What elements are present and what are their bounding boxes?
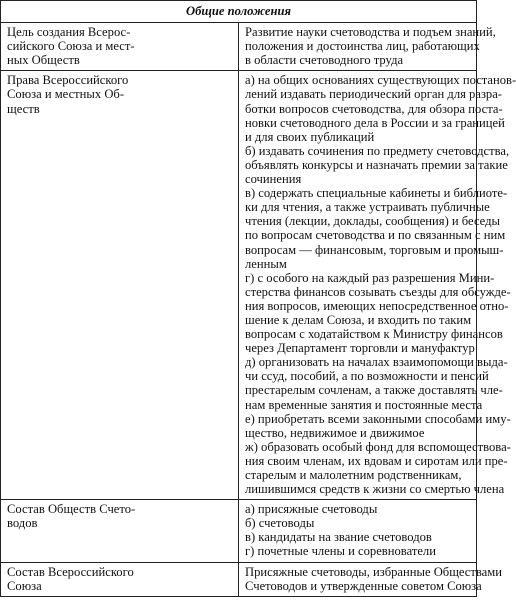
row-content-line: чи ссуд, пособий, а по возможности и пенсий	[245, 369, 489, 384]
row-label-line: водов	[7, 516, 38, 531]
row-content-line: а) присяжные счетоводы	[245, 502, 378, 517]
row-content-line: а) на общих основаниях существующих постанов-	[245, 73, 516, 88]
row-label-line: Состав Всероссийского	[7, 564, 134, 579]
row-content-line: чтения (лекции, доклады, сообщения) и беседы	[245, 214, 500, 229]
row-content-line: и для своих публикаций	[245, 129, 375, 144]
row-label-line: Союза и местных Об-	[7, 87, 125, 102]
row-content-line: щество, недвижимое и движимое	[245, 425, 425, 440]
row-content-line: в) кандидаты на звание счетоводов	[245, 530, 432, 545]
row-content-line: Счетоводов и утвержденные советом Союза	[245, 578, 482, 593]
row-content-line: по вопросам счетоводства и по связанным с ним	[245, 228, 506, 243]
row-content-line: лений издавать периодический орган для разра-	[245, 87, 502, 102]
row-content-line: положения и достоинства лиц, работающих	[245, 39, 480, 54]
row-content-line: ния вопросов, имеющих непосредственное отно-	[245, 298, 509, 313]
row-content-line: Развитие науки счетоводства и подъем знаний,	[245, 25, 496, 40]
row-label-line: ных Обществ	[7, 53, 80, 68]
row-label-cell	[1, 562, 239, 596]
row-content-line: г) с особого на каждый раз разрешения Мини-	[245, 270, 495, 285]
row-content-line: в) содержать специальные кабинеты и библиоте-	[245, 186, 508, 201]
row-content-cell	[239, 23, 496, 71]
row-content-line: ботки вопросов счетоводства, для обзора поста-	[245, 101, 503, 116]
table-header: Общие положения	[1, 1, 477, 23]
row-content-line: престарелым сочленам, а также доставлять чле-	[245, 383, 503, 398]
row-label-line: Цель создания Всерос-	[7, 25, 131, 40]
row-content-line: через Департамент торговли и мануфактур	[245, 341, 475, 356]
table-row	[1, 562, 477, 596]
row-content-line: д) организовать на началах взаимопомощи выда-	[245, 355, 508, 370]
row-content-line: ки для чтения, а также устраивать публичные	[245, 200, 490, 215]
table-row	[1, 500, 477, 562]
row-content-cell	[239, 500, 477, 562]
row-label-line: сийского Союза и мест-	[7, 39, 135, 54]
row-content-line: вопросам — финансовым, торговым и промыш-	[245, 242, 504, 257]
row-label-line: Права Всероссийского	[7, 73, 129, 88]
row-content-cell	[239, 562, 502, 596]
row-content-line: ния своим членам, их вдовам и сиротам или пре-	[245, 453, 508, 468]
row-content-line: старелым и малолетним родственникам,	[245, 468, 462, 482]
row-content-cell	[239, 71, 516, 500]
row-content-line: б) издавать сочинения по предмету счетоводства,	[245, 143, 510, 158]
row-content-line: ленным	[245, 256, 287, 271]
row-label-line: Состав Обществ Счето-	[7, 502, 136, 517]
row-content-line: вопросам с ходатайством к Министру финансов	[245, 327, 503, 342]
row-content-line: сочинения	[245, 172, 302, 187]
row-content-line: в области счетоводного труда	[245, 53, 404, 68]
row-content-line: лишившимся средств к жизни со смертью члена	[245, 482, 505, 497]
row-label-cell	[1, 71, 239, 500]
row-content-line: Присяжные счетоводы, избранные Обществами	[245, 564, 502, 579]
table-row	[1, 71, 477, 500]
row-content-line: новки счетоводного дела в России и за границей	[245, 115, 505, 130]
row-content-line: ж) образовать особый фонд для вспомоществова-	[245, 439, 511, 454]
row-content-line: стерства финансов созывать съезды для обсужде-	[245, 284, 511, 299]
row-content-line: нам временные занятия и постоянные места	[245, 397, 483, 412]
row-label-cell	[1, 500, 239, 562]
row-label-cell	[1, 23, 239, 71]
row-content-line: шение к делам Союза, и входить по таким	[245, 312, 472, 327]
row-content-line: е) приобретать всеми законными способами иму-	[245, 411, 511, 426]
row-content-line: г) почетные члены и соревнователи	[245, 544, 436, 559]
table-row	[1, 23, 477, 71]
row-label-line: Союза	[7, 578, 42, 593]
row-content-line: б) счетоводы	[245, 516, 315, 531]
row-content-line: объявлять конкурсы и назначать премии за такие	[245, 157, 508, 172]
row-label-line: ществ	[7, 101, 40, 116]
table-header-row	[1, 1, 477, 23]
